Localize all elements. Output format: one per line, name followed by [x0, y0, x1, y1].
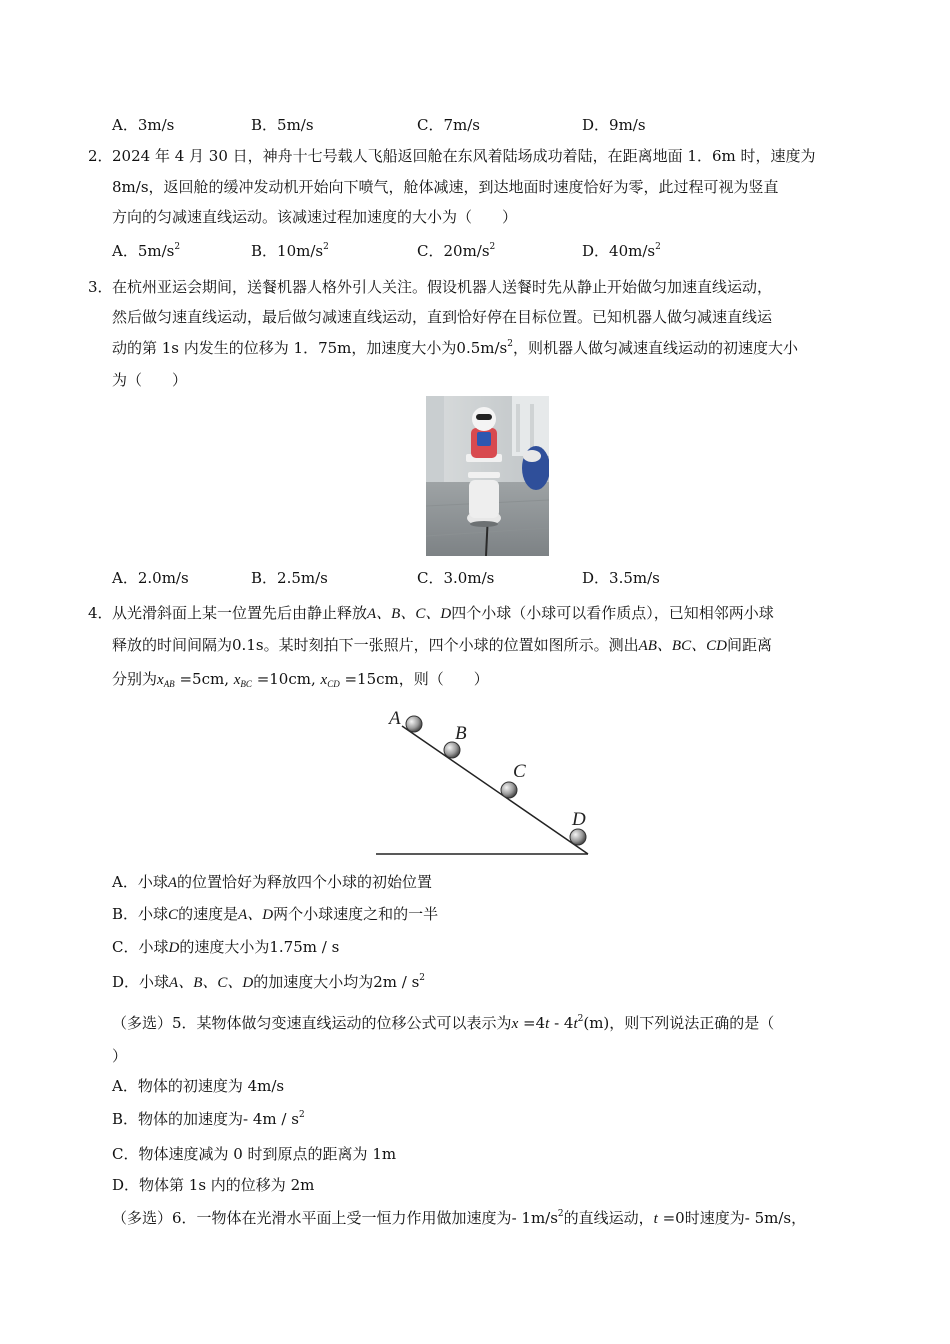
ball-d	[570, 829, 586, 845]
q4-line-3: 分别为$x_{AB} =5cm$, $x_{BC} =10cm$, $x_{CD} =15cm$，则（ ）	[112, 670, 489, 689]
q2-option-c: C．$20m/s^2$	[417, 242, 496, 260]
slope-line	[402, 726, 588, 854]
label-c: C	[513, 761, 526, 782]
q3-line-4: 为（ ）	[112, 371, 188, 389]
q2-line-2: 8m/s，返回舱的缓冲发动机开始向下喷气，舱体减速，到达地面时速度恰好为零，此过程可视为竖直	[112, 178, 779, 196]
q4-option-c: C．小球D的速度大小为1.75m / s	[112, 938, 340, 956]
label-d: D	[572, 809, 586, 830]
q4-option-a: A．小球A的位置恰好为释放四个小球的初始位置	[112, 873, 433, 891]
q3-line-2: 然后做匀速直线运动，最后做匀减速直线运动，直到恰好停在目标位置。已知机器人做匀减速直线运	[112, 308, 773, 326]
q1-option-c: C．7m/s	[417, 116, 481, 134]
q3-option-a: A．2.0m/s	[112, 569, 189, 587]
q5-option-b: B．物体的加速度为- $4m / s^2$	[112, 1110, 305, 1128]
q3-line-1: 在杭州亚运会期间，送餐机器人格外引人关注。假设机器人送餐时先从静止开始做匀加速直线运动，	[112, 278, 773, 296]
q5-option-a: A．物体的初速度为 4m/s	[112, 1077, 285, 1095]
q2-line-3: 方向的匀减速直线运动。该减速过程加速度的大小为（ ）	[112, 208, 518, 226]
q1-option-b: B．5m/s	[251, 116, 314, 134]
delivery-robot-photo	[426, 396, 549, 556]
q4-line-2: 释放的时间间隔为0.1s。某时刻拍下一张照片，四个小球的位置如图所示。测出AB、BC、CD间距离	[112, 636, 772, 654]
q5-option-d: D．物体第 1s 内的位移为 2m	[112, 1176, 315, 1194]
q3-number: 3．	[88, 278, 113, 296]
q4-line-1: 从光滑斜面上某一位置先后由静止释放A、B、C、D四个小球（小球可以看作质点），已知相邻两小球	[112, 604, 774, 622]
ball-c	[501, 782, 517, 798]
q2-option-b: B．$10m/s^2$	[251, 242, 329, 260]
q3-option-c: C．3.0m/s	[417, 569, 495, 587]
q5-stem-line-2: ）	[112, 1047, 128, 1065]
q2-option-a: A．$5m/s^2$	[112, 242, 181, 260]
q2-option-d: D．$40m/s^2$	[582, 242, 661, 260]
label-a: A	[389, 708, 401, 729]
q3-option-d: D．3.5m/s	[582, 569, 660, 587]
q4-option-b: B．小球C的速度是A、D两个小球速度之和的一半	[112, 905, 439, 923]
q3-option-b: B．2.5m/s	[251, 569, 328, 587]
q4-number: 4．	[88, 604, 113, 622]
q1-option-a: A．3m/s	[112, 116, 175, 134]
q1-option-d: D．9m/s	[582, 116, 646, 134]
q4-option-d: D．小球A、B、C、D的加速度大小均为$2m / s^2$	[112, 973, 426, 991]
q5-stem: （多选）5．某物体做匀变速直线运动的位移公式可以表示为$x =4t - 4t^2(m)$，则下列说法正确的是（	[112, 1014, 775, 1032]
label-b: B	[455, 723, 467, 744]
q2-line-1: 2024 年 4 月 30 日，神舟十七号载人飞船返回舱在东风着陆场成功着陆，在距离地面 1．6m 时，速度为	[112, 147, 816, 165]
ball-b	[444, 742, 460, 758]
incline-figure	[370, 702, 600, 862]
ball-a	[406, 716, 422, 732]
q3-line-3: 动的第 1s 内发生的位移为 1．75m，加速度大小为$0.5m/s^2$，则机器人做匀减速直线运动的初速度大小	[112, 339, 798, 357]
q6-stem: （多选）6．一物体在光滑水平面上受一恒力作用做加速度为- $1m/s^2$的直线运动，t =0时速度为- 5m/s，	[112, 1209, 807, 1227]
q2-number: 2．	[88, 147, 113, 165]
q5-option-c: C．物体速度减为 0 时到原点的距离为 1m	[112, 1145, 397, 1163]
